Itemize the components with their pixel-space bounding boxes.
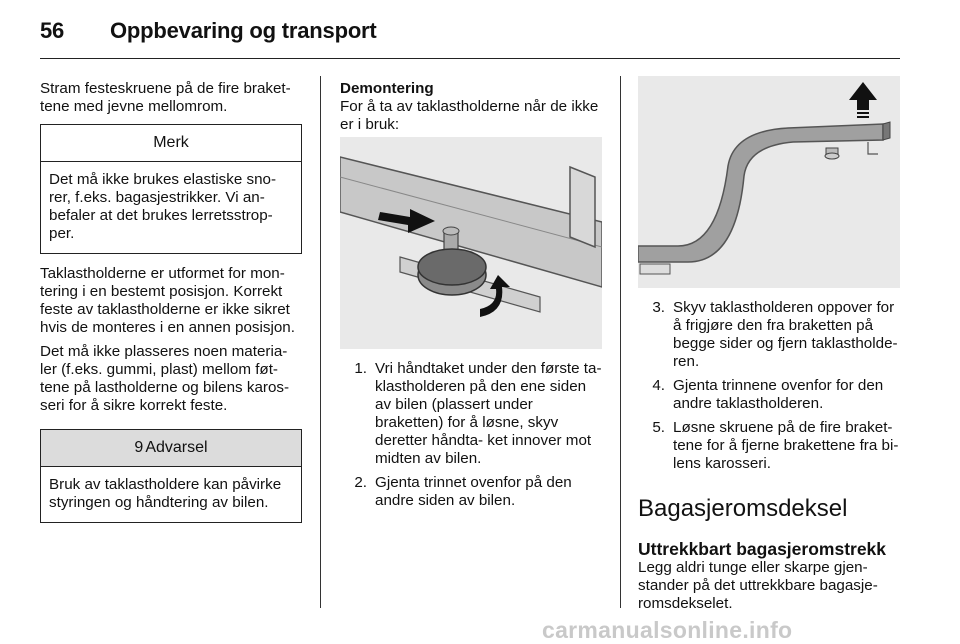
- list-item: 2. Gjenta trinnet ovenfor på den andre siden av bilen.: [354, 474, 572, 509]
- section-heading-demontering: Demontering: [340, 80, 434, 97]
- warning-label: Advarsel: [145, 439, 208, 456]
- section-title: Bagasjeromsdeksel: [638, 495, 848, 522]
- warning-title: [41, 430, 301, 467]
- note-body: Det må ikke brukes elastiske sno- rer, f.eks. bagasjestrikker. Vi an- befaler at det brukes lerretsstrop- per.: [49, 171, 277, 242]
- illustration-handle-release: [340, 137, 602, 349]
- warning-triangle-icon: 9: [134, 439, 144, 456]
- steps-list-1: [340, 360, 602, 516]
- column-divider-2: [620, 76, 621, 608]
- list-item: 5. Løsne skruene på de fire braket- tene for å fjerne brakettene fra bi- lens karosseri.: [652, 419, 899, 472]
- intro-text: Stram festeskruene på de fire braket- tene med jevne mellomrom.: [40, 80, 291, 115]
- list-item: 3. Skyv taklastholderen oppover for å frigjøre den fra braketten på begge sider og fjern taklastholde- ren.: [652, 299, 898, 370]
- rail-lift-drawing: [638, 76, 900, 288]
- column-3: [638, 299, 900, 613]
- roof-rail-handle-drawing: [340, 137, 602, 349]
- page-title: Oppbevaring og transport: [110, 18, 377, 43]
- column-1: [40, 80, 302, 523]
- column-divider-1: [320, 76, 321, 608]
- cover-paragraph: Legg aldri tunge eller skarpe gjen- stander på det uttrekkbare bagasje- romsdekselet.: [638, 559, 878, 612]
- paragraph-materials: Det må ikke plasseres noen materia- ler (f.eks. gummi, plast) mellom føt- tene på lastholderne og bilens karos- seri for å sikre korrekt feste.: [40, 343, 290, 414]
- warning-box: [40, 429, 302, 523]
- note-box: [40, 124, 302, 254]
- page-number: 56: [40, 18, 65, 43]
- column-2: [340, 80, 602, 134]
- demontering-intro: For å ta av taklastholderne når de ikke er i bruk:: [340, 98, 599, 133]
- header-rule: [40, 58, 900, 59]
- watermark-text: carmanualsonline.info: [542, 617, 793, 643]
- illustration-lift-rail: [638, 76, 900, 288]
- subsection-title: Uttrekkbart bagasjeromstrekk: [638, 539, 887, 559]
- paragraph-position: Taklastholderne er utformet for mon- tering i en bestemt posisjon. Korrekt feste av taklastholderne er ikke sikret hvis de monteres i en annen posisjon.: [40, 265, 295, 336]
- list-item: 4. Gjenta trinnene ovenfor for den andre taklastholderen.: [652, 377, 884, 412]
- page-header: [40, 18, 377, 44]
- list-item: 1. Vri håndtaket under den første ta- klastholderen på den ene siden av bilen (plassert under braketten) for å løsne, skyv deretter håndta- ket innover mot midten av bilen.: [354, 360, 602, 467]
- note-title: Merk: [41, 125, 301, 162]
- warning-body: Bruk av taklastholdere kan påvirke styringen og håndtering av bilen.: [49, 476, 282, 511]
